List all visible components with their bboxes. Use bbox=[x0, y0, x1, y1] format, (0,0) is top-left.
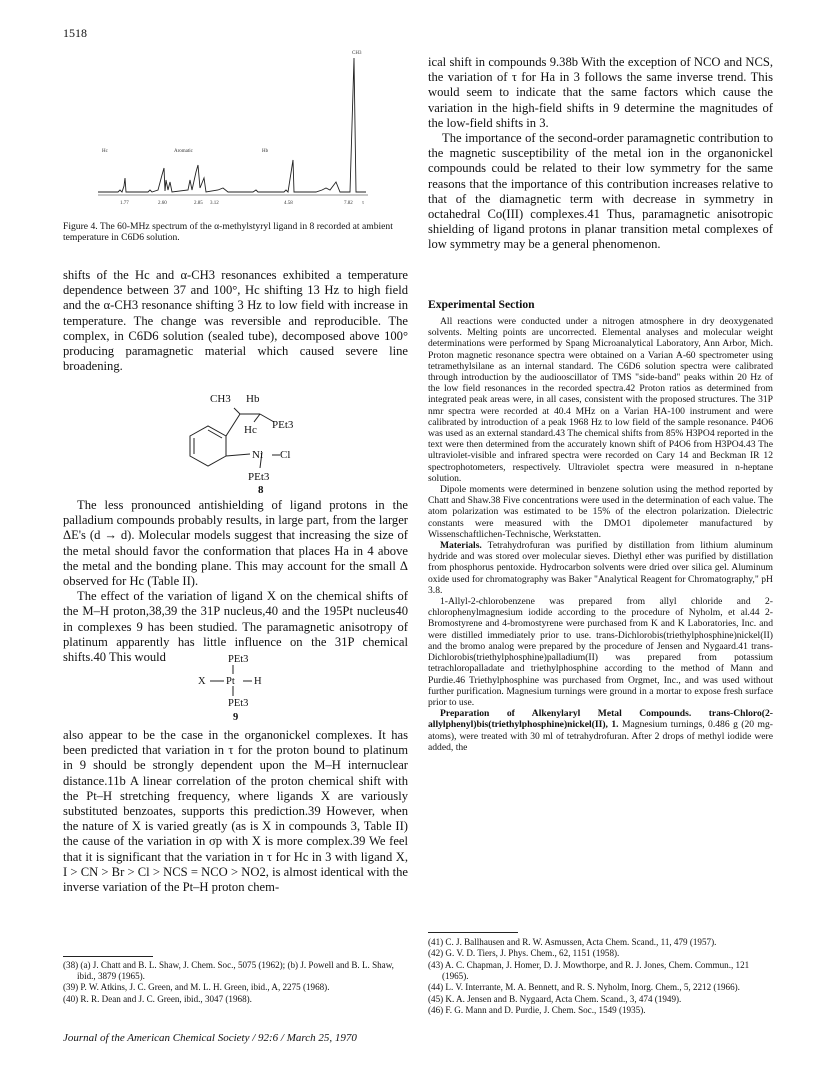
struct9-pt: Pt bbox=[226, 676, 235, 687]
paragraph: All reactions were conducted under a nitrogen atmosphere in dry deoxygenated solvents. Melting points are uncorrected. Elemental analyses and molecular weight determinations were performed by Spang Microanalytical Laboratory, Ann Arbor, Mich. Proton magnetic resonance spectra were obtained on a Varian A-60 spectrometer using tetramethylsilane as an internal standard. The C6D6 solution spectra were calibrated through introduction by the audiooscillator of TMS "side-band" peaks within 20 Hz of the low field resonances in the recorded spectra.42 Proton ratios as determined from integrated peak areas were, in all cases, consistent with the proposed structures. The 31P nmr spectra were recorded at 40.4 MHz on a Varian HA-100 instrument and were calibrated by introduction of a peak 1968 Hz to low field of the sample resonance. P4O6 was used as an external standard.43 The chemical shifts from 85% H3PO4 reported in the text were then determined from the accurately known shift of P4O6 from H3PO4.43 The ultraviolet-visible and infrared spectra were recorded on Cary 14 and Beckman IR 12 spectrophotometers, respectively. Ultraviolet spectra were measured in n-heptane solution. bbox=[428, 316, 773, 484]
section-heading: Experimental Section bbox=[428, 298, 535, 311]
struct9-pet3-bottom: PEt3 bbox=[228, 698, 249, 709]
paragraph: shifts of the Hc and α-CH3 resonances exhibited a temperature dependence between 37 and 100°, Hc shifting 13 Hz to high field and the α-CH3 resonance shifting 3 Hz to low field with increase in temperature. The change was reversible and reproducible. The complex, in C6D6 solution (sealed tube), decomposed above 100° producing paramagnetic material which caused severe line broadening. bbox=[63, 268, 408, 374]
struct9-pet3-top: PEt3 bbox=[228, 654, 249, 665]
axis-tick: 7.82 bbox=[344, 201, 353, 206]
struct8-ni: Ni bbox=[252, 449, 263, 461]
struct9-x: X bbox=[198, 676, 206, 687]
paragraph bbox=[428, 540, 773, 596]
experimental-section bbox=[428, 316, 773, 753]
footnote: (43) A. C. Chapman, J. Homer, D. J. Mowthorpe, and R. J. Jones, Chem. Commun., 121 (1965). bbox=[428, 959, 750, 981]
materials-label: Materials. bbox=[440, 540, 482, 552]
footnote: (45) K. A. Jensen and B. Nygaard, Acta Chem. Scand., 3, 474 (1949). bbox=[428, 993, 682, 1004]
paragraph: The less pronounced antishielding of ligand protons in the palladium compounds probably results, in large part, from the larger ΔE's (d → d). Molecular models suggest that increasing the size of the metal should favor the conformation that places Ha in 4 above the metal and the bonding plane. This may account for the small Δ observed for Hc (Table II). bbox=[63, 498, 408, 589]
axis-tick: 2.60 bbox=[158, 201, 167, 206]
footnote: (39) P. W. Atkins, J. C. Green, and M. L. H. Green, ibid., A, 2275 (1968). bbox=[63, 982, 330, 993]
paragraph: ical shift in compounds 9.38b With the exception of NCO and NCS, the variation of τ for Ha in 3 follows the same inverse trend. This would seem to indicate that the same factors which cause the variation in the high-field shifts in 9 determine the magnitudes of the low-field shifts in 3. bbox=[428, 55, 773, 130]
structure-9 bbox=[190, 652, 310, 722]
peak-label-ch3: CH3 bbox=[352, 51, 362, 56]
footnote-rule bbox=[63, 956, 153, 957]
paragraph: 1-Allyl-2-chlorobenzene was prepared from allyl chloride and 2-chlorophenylmagnesium iodide according to the procedure of Nyholm, et al.44 2-Bromostyrene and 4-bromostyrene were purchased from K and K Laboratories, Inc. and were distilled immediately prior to use. trans-Dichlorobis(triethylphosphine)nickel(II) and the bromo analog were prepared by the procedure of Jensen and Nygaard.41 trans-Dichlorobis(triethylphosphine)palladium(II) was prepared from potassium tetrachloropalladate and triethylphosphine according to the method of Mann and Purdie.46 Triethylphosphine was purchased from Orgmet, Inc., and was used without further purification. Magnesium turnings were ground in a mortar to expose fresh surface prior to use. bbox=[428, 596, 773, 708]
axis-tick: 1.77 bbox=[120, 201, 129, 206]
footnote: (42) G. V. D. Tiers, J. Phys. Chem., 62, 1151 (1958). bbox=[428, 948, 620, 959]
axis-tick: 4.58 bbox=[284, 201, 293, 206]
preparation-label: Preparation of Alkenylaryl Metal Compounds. trans-Chloro(2-allylphenyl)bis(triethylphosphine)nickel(II), 1. bbox=[428, 708, 773, 731]
struct8-pet3-bottom: PEt3 bbox=[248, 471, 270, 483]
struct8-ch3: CH3 bbox=[210, 393, 231, 405]
axis-tick: 2.85 bbox=[194, 201, 203, 206]
paragraph: Dipole moments were determined in benzene solution using the method reported by Chatt and Shaw.38 Five concentrations were used in the determination of each value. The atom polarization was estimated to be 15% of the electron polarization. Dielectric constants were measured with the DMO1 dipolemeter manufactured by Wissenschaftlichen-Technische, Werkstatten. bbox=[428, 484, 773, 540]
axis-tick: 3.12 bbox=[210, 201, 219, 206]
spectrum-trace bbox=[98, 58, 366, 192]
paragraph bbox=[428, 708, 773, 753]
struct8-pet3-top: PEt3 bbox=[272, 419, 294, 431]
paragraph: The importance of the second-order paramagnetic contribution to the magnetic susceptibility of the metal ion in the organonickel compounds could be related to their low symmetry for the same reasons that the importance of this contribution increases relative to that of the diamagnetic term with decrease in symmetry in octahedral Co(III) complexes.41 Thus, paramagnetic anisotropic shielding of ligand protons in planar transition metal complexes of low symmetry may be a general phenomenon. bbox=[428, 131, 773, 252]
left-para-2 bbox=[63, 498, 408, 665]
footnote: (44) L. V. Interrante, M. A. Bennett, and R. S. Nyholm, Inorg. Chem., 5, 2212 (1966). bbox=[428, 982, 740, 993]
struct8-cl: Cl bbox=[280, 449, 291, 461]
journal-footer: Journal of the American Chemical Society / 92:6 / March 25, 1970 bbox=[63, 1032, 357, 1044]
footnote: (40) R. R. Dean and J. C. Green, ibid., 3047 (1968). bbox=[63, 993, 252, 1004]
struct9-number: 9 bbox=[233, 712, 239, 722]
left-footnotes bbox=[63, 960, 408, 1005]
struct8-hb: Hb bbox=[246, 393, 260, 405]
materials-text: Tetrahydrofuran was purified by distillation from lithium aluminum hydride and was stored over molecular sieves. Diethyl ether was purified by distillation from phosphorus pentoxide. Hydrocarbon solvents were dried over silica gel. Aluminum oxide used for chromatography was Baker "Analytical Reagent for Chromatography," pH 3.8. bbox=[428, 540, 773, 596]
left-para-3 bbox=[63, 728, 408, 895]
paragraph: The effect of the variation of ligand X on the chemical shifts of the M–H proton,38,39 the 31P nucleus,40 and the 195Pt nucleus40 in complexes 9 has been studied. The paramagnetic anisotropy of platinum apparently has little influence on the 31P chemical shifts.40 This would bbox=[63, 589, 408, 665]
right-intro bbox=[428, 55, 773, 253]
page-number: 1518 bbox=[63, 26, 87, 40]
footnote: (38) (a) J. Chatt and B. L. Shaw, J. Chem. Soc., 5075 (1962); (b) J. Powell and B. L. Shaw, ibid., 3879 (1965). bbox=[63, 960, 394, 981]
footnote: (46) F. G. Mann and D. Purdie, J. Chem. Soc., 1549 (1935). bbox=[428, 1004, 646, 1015]
preparation-text: Magnesium turnings, 0.486 g (20 mg-atoms), were treated with 30 ml of tetrahydrofuran. After 2 drops of methyl iodide were added, the bbox=[428, 719, 773, 753]
peak-label-aromatic: Aromatic bbox=[174, 149, 193, 154]
struct8-hc: Hc bbox=[244, 424, 257, 436]
nmr-spectrum-figure bbox=[78, 40, 378, 220]
footnote-rule bbox=[428, 932, 518, 933]
structure-8 bbox=[150, 390, 320, 495]
right-footnotes bbox=[428, 937, 773, 1016]
figure-caption: Figure 4. The 60-MHz spectrum of the α-methylstyryl ligand in 8 recorded at ambient temperature in C6D6 solution. bbox=[63, 221, 393, 244]
paragraph: also appear to be the case in the organonickel complexes. It has been predicted that variation in τ for the proton bound to platinum in 9 should be strongly dependent upon the M–H internuclear distance.11b A linear correlation of the proton chemical shift with the Pt–H stretching frequency, where ligands X are variously substituted benzoates, supports this prediction.39 However, when the nature of X is varied greatly (as is X in compounds 3, Table II) the cause of the variation in σp with X is more complex.39 We feel that it is significant that the variation in τ for Hc in 3 with ligand X, I > CN > Br > Cl > NCS = NCO > NO2, is almost identical with the inverse variation of the Pt–H proton chem- bbox=[63, 728, 408, 895]
axis-tau: τ bbox=[362, 201, 365, 206]
struct8-number: 8 bbox=[258, 484, 264, 495]
struct9-h: H bbox=[254, 676, 262, 687]
footnote: (41) C. J. Ballhausen and R. W. Asmussen, Acta Chem. Scand., 11, 479 (1957). bbox=[428, 937, 717, 947]
left-para-1 bbox=[63, 268, 408, 374]
peak-label-hb: Hb bbox=[262, 149, 269, 154]
peak-label-hc: Hc bbox=[102, 149, 108, 154]
